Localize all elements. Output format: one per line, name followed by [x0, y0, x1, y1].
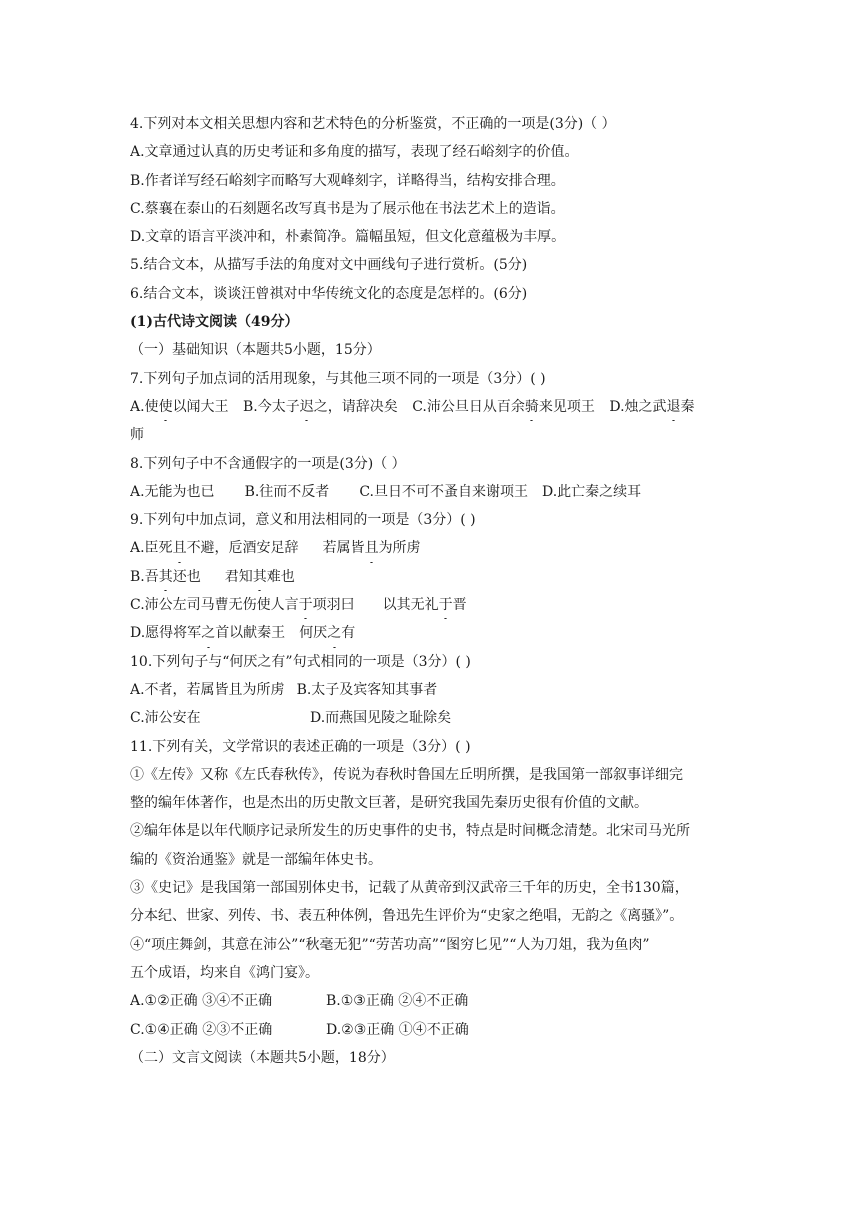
q10-option-d: D.而燕国见陵之耻除矣: [310, 710, 452, 727]
q11-option-c: C.①④正确 ②③不正确: [130, 1021, 273, 1038]
q9-d-dotted-word-1: 之: [201, 619, 215, 647]
q9-c-text-mid: 项羽曰: [312, 597, 355, 614]
q5-stem: 5.结合文本，从描写手法的角度对文中画线句子进行赏析。(5分): [130, 257, 528, 274]
q9-d-text-2: 何厌: [299, 625, 328, 642]
q8-option-b: B.往而不反者: [244, 483, 330, 500]
q9-c-text-end: 晋: [452, 597, 467, 614]
q7-c-text-end: 来见项王: [538, 398, 595, 415]
q9-option-c: [130, 591, 740, 619]
q7-c-text: C.沛公旦日从百余: [412, 398, 525, 415]
q9-c-dotted-word-2: 于: [439, 591, 453, 619]
q9-c-text: C.沛公左司马曹无伤使人言: [130, 597, 299, 614]
q11-options-row-1: [130, 987, 740, 1015]
q9-d-text: D.愿得将军: [130, 625, 202, 642]
q7-option-b: [243, 393, 398, 421]
q7-d-dotted-word: 退: [667, 393, 681, 421]
q9-b-dotted-word-1: 其: [159, 563, 173, 591]
q8-option-d: D.此亡秦之续耳: [541, 483, 642, 500]
q10-option-c: C.沛公安在: [130, 710, 201, 727]
q8-options: [130, 478, 740, 506]
q11-statement-1-line-1: ①《左传》又称《左氏春秋传》，传说为春秋时鲁国左丘明所撰，是我国第一部叙事详细完: [130, 766, 683, 783]
q6-stem: 6.结合文本，谈谈汪曾祺对中华传统文化的态度是怎样的。(6分): [130, 285, 528, 302]
q11-statement-3-line-2: 分本纪、世家、列传、书、表五种体例，鲁迅先生评价为“史家之绝唱，无韵之《离骚》”。: [130, 908, 684, 925]
subsection-heading-classical-chinese: （二）文言文阅读（本题共5小题，18分）: [130, 1049, 395, 1066]
q4-option-b: B.作者详写经石峪刻字而略写大观峰刻字，详略得当，结构安排合理。: [130, 172, 565, 189]
q9-a-text-end: 为所虏: [378, 540, 421, 557]
q10-options-row-2: [130, 704, 740, 732]
q11-statement-4-line-1: ④“项庄舞剑，其意在沛公”“秋毫无犯”“劳苦功高”“图穷匕见”“人为刀俎，我为鱼肉”: [130, 936, 650, 953]
q4-option-d: D.文章的语言平淡冲和，朴素简净。篇幅虽短，但文化意蕴极为丰厚。: [130, 229, 566, 246]
q8-option-a: A.无能为也已: [130, 483, 215, 500]
q7-option-c: [412, 393, 595, 421]
q7-b-text-end: 之，请辞决矣: [313, 398, 398, 415]
q7-a-text: A.使: [130, 398, 159, 415]
q9-a-text-2: 若属皆: [322, 540, 365, 557]
q8-stem: 8.下列句子中不含通假字的一项是(3分)（ ）: [130, 455, 406, 472]
q10-options-row-1: [130, 676, 740, 704]
q9-b-dotted-word-2: 其: [253, 563, 267, 591]
q11-option-d: D.②③正确 ①④不正确: [326, 1021, 469, 1038]
q7-a-dotted-word: 使: [159, 393, 173, 421]
q7-c-dotted-word: 骑: [525, 393, 539, 421]
q9-a-text: A.臣死: [130, 540, 173, 557]
q9-c-dotted-word-1: 于: [299, 591, 313, 619]
q4-option-a: A.文章通过认真的历史考证和多角度的描写，表现了经石峪刻字的价值。: [130, 144, 579, 161]
q10-stem: 10.下列句子与“何厌之有”句式相同的一项是（3分）( ): [130, 653, 471, 670]
q7-d-text-end: 秦: [680, 398, 695, 415]
q9-a-dotted-word-2: 且: [365, 534, 379, 562]
q9-b-text-end: 难也: [266, 568, 295, 585]
q9-option-d: [130, 619, 740, 647]
q7-d-text: D.烛之武: [609, 398, 667, 415]
q11-option-a: A.①②正确 ③④不正确: [130, 993, 273, 1010]
q9-option-a: [130, 534, 740, 562]
q7-options: [130, 393, 740, 421]
page-content: [130, 110, 740, 1072]
q8-option-c: C.旦日不可不蚤自来谢项王: [359, 483, 528, 500]
q9-stem: 9.下列句中加点词，意义和用法相同的一项是（3分）( ): [130, 512, 476, 529]
q7-option-d: [609, 393, 694, 421]
q10-option-b: B.太子及宾客知其事者: [296, 681, 438, 698]
q11-statement-4-line-2: 五个成语，均来自《鸿门宴》。: [130, 964, 319, 981]
q9-d-text-mid: 首以献秦王: [215, 625, 286, 642]
q11-option-b: B.①③正确 ②④不正确: [326, 993, 469, 1010]
q11-statement-3-line-1: ③《史记》是我国第一部国别体史书，记载了从黄帝到汉武帝三千年的历史，全书130篇，: [130, 880, 689, 897]
q10-option-a: A.不者，若属皆且为所虏: [130, 681, 285, 698]
q9-b-text: B.吾: [130, 568, 159, 585]
q9-c-text-2: 以其无礼: [382, 597, 439, 614]
q7-option-a: [130, 393, 229, 421]
q11-statement-2-line-2: 编的《资治通鉴》就是一部编年体史书。: [130, 851, 382, 868]
q7-a-text-end: 以闻大王: [172, 398, 229, 415]
q9-b-text-2: 君知: [224, 568, 253, 585]
q7-b-text: B.今太子: [243, 398, 300, 415]
q9-option-b: [130, 563, 740, 591]
q11-statement-2-line-1: ②编年体是以年代顺序记录所发生的历史事件的史书，特点是时间概念清楚。北宋司马光所: [130, 823, 690, 840]
q9-d-text-end: 有: [341, 625, 356, 642]
section-heading-ancient-poetry: (1)古代诗文阅读（49分）: [130, 314, 299, 331]
q9-b-text-mid: 还也: [172, 568, 201, 585]
subsection-heading-basic-knowledge: （一）基础知识（本题共5小题，15分）: [130, 342, 381, 359]
q4-stem: 4.下列对本文相关思想内容和艺术特色的分析鉴赏，不正确的一项是(3分)（ ）: [130, 116, 616, 132]
q11-statement-1-line-2: 整的编年体著作，也是杰出的历史散文巨著，是研究我国先秦历史很有价值的文献。: [130, 795, 648, 812]
q11-options-row-2: [130, 1016, 740, 1044]
q11-stem: 11.下列有关，文学常识的表述正确的一项是（3分）( ): [130, 738, 471, 755]
q7-stem: 7.下列句子加点词的活用现象，与其他三项不同的一项是（3分）( ): [130, 370, 546, 387]
q9-a-dotted-word-1: 且: [173, 534, 187, 562]
q4-option-c: C.蔡襄在泰山的石刻题名改写真书是为了展示他在书法艺术上的造诣。: [130, 200, 565, 217]
q7-option-d-wrap: 师: [130, 427, 144, 444]
q7-b-dotted-word: 迟: [300, 393, 314, 421]
q9-a-text-mid: 不避，卮酒安足辞: [186, 540, 299, 557]
q9-d-dotted-word-2: 之: [327, 619, 341, 647]
